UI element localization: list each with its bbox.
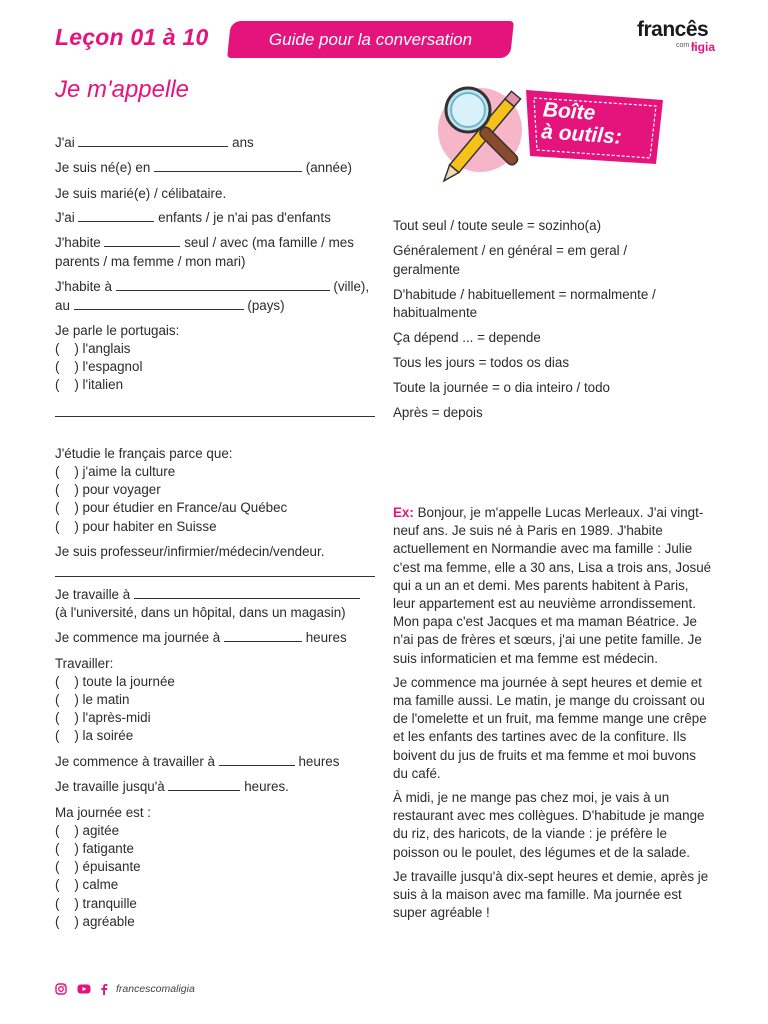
form-birth: Je suis né(e) en (année) bbox=[55, 160, 352, 175]
vocab-item: Tous les jours = todos os dias bbox=[393, 355, 570, 370]
brand-logo-com: com a bbox=[676, 42, 696, 49]
vocab-item: Après = depois bbox=[393, 405, 483, 420]
brand-logo-word: francês bbox=[637, 18, 709, 41]
form-start-day: Je commence ma journée à heures bbox=[55, 630, 347, 645]
example-paragraph-3: À midi, je ne mange pas chez moi, je vais à un restaurant avec mes collègues. D'habitude je mange du riz, des haricots, de la viande : je préfère le poisson ou le poulet, des légumes et de la salade. bbox=[393, 790, 705, 860]
day-is-option[interactable]: ( ) agréable bbox=[55, 914, 135, 929]
day-is-option[interactable]: ( ) tranquille bbox=[55, 896, 137, 911]
page-title: Je m'appelle bbox=[55, 76, 189, 103]
vocab-item: Ça dépend ... = depende bbox=[393, 330, 541, 345]
country-blank[interactable] bbox=[74, 298, 244, 310]
vocab-item: D'habitude / habituellement = normalmente / bbox=[393, 287, 656, 302]
example-label: Ex: bbox=[393, 505, 414, 520]
birth-blank[interactable] bbox=[154, 160, 302, 172]
speak-option[interactable]: ( ) l'anglais bbox=[55, 341, 131, 356]
vocab-item: Tout seul / toute seule = sozinho(a) bbox=[393, 218, 602, 233]
example-paragraph-1: Ex: Bonjour, je m'appelle Lucas Merleaux. J'ai vingt-neuf ans. Je suis né à Paris en 1989. J'habite actuellement en Normandie avec ma famille : Julie c'est ma femme, elle a 30 ans, Lisa a trois ans, Josué qui a un an et demi. Mes parents habitent à Paris, leur appartement est au neuvième arrondissement. Mon papa c'est Jacques et ma maman Béatrice. Je n'ai pas de frères et sœurs, j'ai une petite famille. Je suis informaticien et ma femme est médecin. bbox=[393, 505, 712, 666]
instagram-icon[interactable] bbox=[55, 983, 67, 998]
work-time-heading: Travailler: bbox=[55, 656, 114, 671]
vocab-item: habitualmente bbox=[393, 305, 478, 320]
form-work-until: Je travaille jusqu'à heures. bbox=[55, 779, 289, 794]
profession-line: Je suis professeur/infirmier/médecin/vendeur. bbox=[55, 544, 325, 559]
form-live-at: J'habite à (ville), bbox=[55, 279, 370, 294]
form-work-at: Je travaille à bbox=[55, 587, 360, 602]
start-day-blank[interactable] bbox=[224, 630, 302, 642]
work-at-blank[interactable] bbox=[134, 587, 360, 599]
example-paragraph-2: Je commence ma journée à sept heures et demie et ma famille aussi. Le matin, je mange du croissant ou de l'omelette et un fruit, ma femme mange une crêpe et les enfants des tartines avec de la confiture. Ils boivent du jus de fruits et ma femme et moi buvons du café. bbox=[393, 674, 707, 781]
study-option[interactable]: ( ) pour étudier en France/au Québec bbox=[55, 500, 288, 515]
speak-option[interactable]: ( ) l'italien bbox=[55, 377, 124, 392]
day-is-option[interactable]: ( ) épuisante bbox=[55, 859, 141, 874]
speak-heading: Je parle le portugais: bbox=[55, 323, 180, 338]
form-kids: J'ai enfants / je n'ai pas d'enfants bbox=[55, 210, 331, 225]
day-is-option[interactable]: ( ) calme bbox=[55, 877, 119, 892]
guide-banner bbox=[227, 21, 514, 58]
work-time-option[interactable]: ( ) le matin bbox=[55, 692, 130, 707]
brand-logo-ligia: ligia bbox=[691, 40, 716, 54]
footer-handle[interactable]: francescomaligia bbox=[116, 983, 195, 995]
work-until-blank[interactable] bbox=[168, 779, 240, 791]
day-is-option[interactable]: ( ) fatigante bbox=[55, 841, 134, 856]
study-heading: J'étudie le français parce que: bbox=[55, 446, 233, 461]
study-option[interactable]: ( ) j'aime la culture bbox=[55, 464, 176, 479]
work-time-option[interactable]: ( ) l'après-midi bbox=[55, 710, 151, 725]
age-blank[interactable] bbox=[78, 135, 228, 147]
form-married: Je suis marié(e) / célibataire. bbox=[55, 186, 227, 201]
work-at-hint: (à l'université, dans un hôpital, dans un magasin) bbox=[55, 605, 346, 620]
vocab-item: Généralement / en général = em geral / bbox=[393, 243, 628, 258]
work-time-option[interactable]: ( ) la soirée bbox=[55, 728, 134, 743]
toolbox-label-line1: Boîte bbox=[542, 98, 597, 125]
live-with-blank[interactable] bbox=[104, 235, 180, 247]
day-is-heading: Ma journée est : bbox=[55, 805, 152, 820]
form-start-work: Je commence à travailler à heures bbox=[55, 754, 340, 769]
answer-line[interactable] bbox=[55, 576, 375, 577]
form-age: J'ai ans bbox=[55, 135, 254, 150]
toolbox-label-line2: à outils: bbox=[540, 120, 623, 149]
guide-label: Guide pour la conversation bbox=[268, 30, 473, 49]
youtube-icon[interactable] bbox=[77, 983, 91, 998]
form-live-with: J'habite seul / avec (ma famille / mes bbox=[55, 235, 354, 250]
vocab-item: Toute la journée = o dia inteiro / todo bbox=[393, 380, 611, 395]
lesson-title: Leçon 01 à 10 bbox=[55, 24, 209, 50]
work-time-option[interactable]: ( ) toute la journée bbox=[55, 674, 175, 689]
example-text bbox=[393, 504, 713, 922]
study-option[interactable]: ( ) pour habiter en Suisse bbox=[55, 519, 217, 534]
kids-blank[interactable] bbox=[78, 210, 154, 222]
start-work-blank[interactable] bbox=[219, 754, 295, 766]
speak-option[interactable]: ( ) l'espagnol bbox=[55, 359, 143, 374]
example-paragraph-4: Je travaille jusqu'à dix-sept heures et demie, après je suis à la maison avec ma famille. Ma journée est super agréable ! bbox=[393, 868, 709, 921]
vocab-item: geralmente bbox=[393, 262, 460, 277]
day-is-option[interactable]: ( ) agitée bbox=[55, 823, 120, 838]
form-live-with-line2: parents / ma femme / mon mari) bbox=[55, 254, 246, 269]
city-blank[interactable] bbox=[116, 279, 330, 291]
toolbox-illustration bbox=[430, 78, 670, 188]
answer-line[interactable] bbox=[55, 416, 375, 417]
form-live-at-line2: au (pays) bbox=[55, 298, 285, 313]
facebook-icon[interactable] bbox=[100, 983, 108, 998]
study-option[interactable]: ( ) pour voyager bbox=[55, 482, 161, 497]
